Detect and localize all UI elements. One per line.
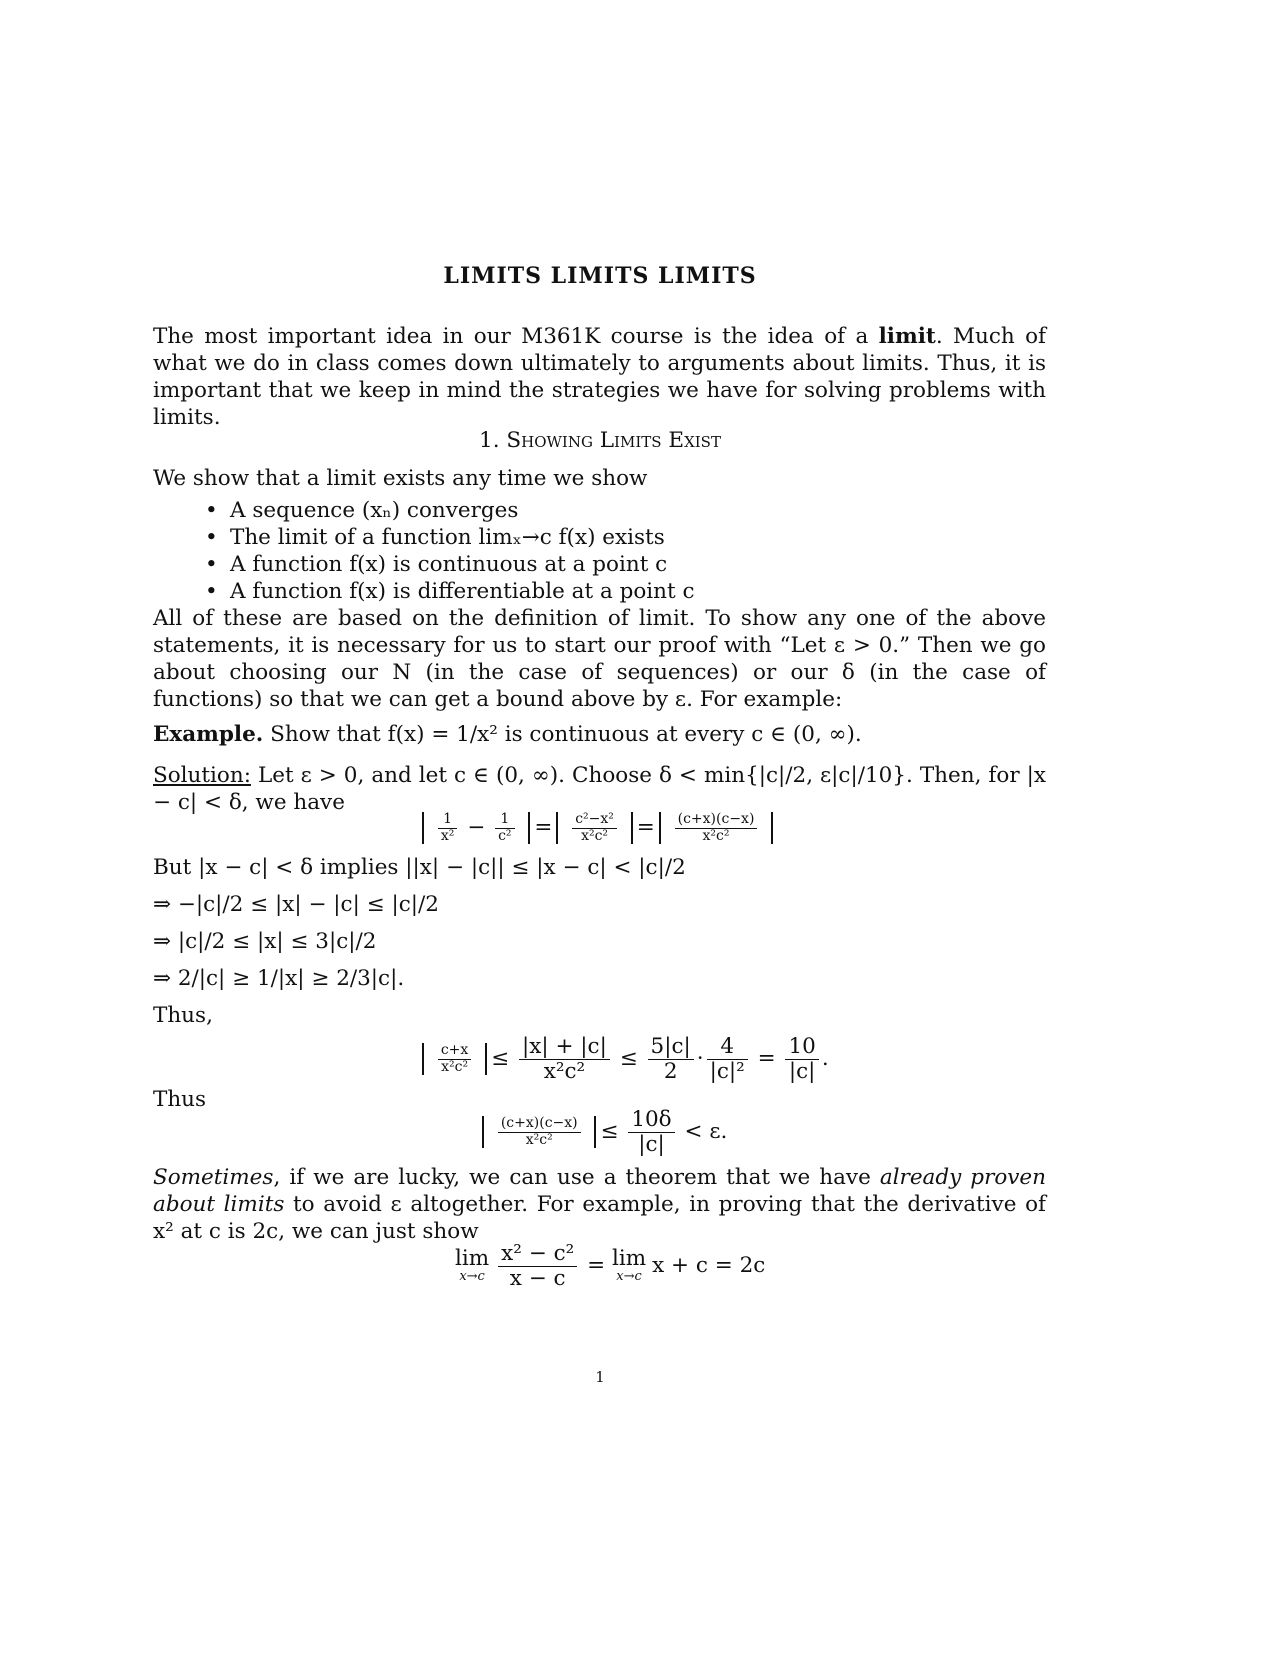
- intro-paragraph: The most important idea in our M361K course is the idea of a limit. Much of what we do in class comes down ultimately to arguments about limits. Thus, it is important that we keep in mind the strategies we have for solving problems with limits.: [153, 324, 1046, 430]
- implication-line: ⇒ |c|/2 ≤ |x| ≤ 3|c|/2: [153, 929, 377, 954]
- solution-label: Solution:: [153, 763, 251, 788]
- page-number: 1: [595, 1368, 605, 1386]
- implication-line: ⇒ −|c|/2 ≤ |x| − |c| ≤ |c|/2: [153, 892, 439, 917]
- section-heading: 1. Showing Limits Exist: [479, 428, 721, 453]
- implication-line: ⇒ 2/|c| ≥ 1/|x| ≥ 2/3|c|.: [153, 966, 405, 991]
- list-item: • The limit of a function limₓ→c f(x) exists: [205, 524, 695, 551]
- definition-paragraph: All of these are based on the definition of limit. To show any one of the above statements, it is necessary for us to start our proof with “Let ε > 0.” Then we go about choosing our N (in the case of sequences) or our δ (in the case of functions) so that we can get a bound above by ε. For example:: [153, 606, 1046, 712]
- page-title: LIMITS LIMITS LIMITS: [443, 263, 757, 289]
- limit-term: limit: [878, 324, 936, 349]
- example-label: Example.: [153, 722, 264, 747]
- thus-label: Thus,: [153, 1003, 213, 1028]
- list-item: • A sequence (xₙ) converges: [205, 497, 695, 524]
- equation-1: $\frac{1}{\text{x²}}$ − $\frac{1}{\text{c²}}$ = $\frac{\text{c²−x²}}{\text{x²c²}}$ = $\frac{(c+x)(c-x)}{\text{x²c²}}$: [418, 812, 777, 844]
- lead-sentence: We show that a limit exists any time we show: [153, 466, 648, 491]
- sometimes-paragraph: Sometimes, if we are lucky, we can use a theorem that we have already proven about limits to avoid ε altogether. For example, in proving that the derivative of x² at c is 2c, we can just show: [153, 1165, 1047, 1244]
- equation-2: $\frac{c+x}{\text{x²c²}}$ ≤ $\frac{|x| + |c|}{\text{x²c²}}$ ≤ $\frac{5|c|}{2}$ · $\frac{4}{\text{|c|²}}$ = $\frac{10}{|c|}$ .: [418, 1035, 829, 1083]
- equation-3: $\frac{(c+x)(c-x)}{\text{x²c²}}$ ≤ $\frac{10\delta}{|c|}$ < ε.: [478, 1108, 727, 1156]
- list-item: • A function f(x) is continuous at a point c: [205, 551, 695, 578]
- implication-intro: But |x − c| < δ implies ||x| − |c|| ≤ |x − c| < |c|/2: [153, 855, 686, 880]
- thus-label: Thus: [153, 1087, 207, 1112]
- equation-4: lim x→c $\frac{\text{x² − c²}}{x - c}$ = lim x→c x + c = 2c: [455, 1241, 766, 1291]
- solution-paragraph: Solution: Let ε > 0, and let c ∈ (0, ∞). Choose δ < min{|c|/2, ε|c|/10}. Then, for |x − c| < δ, we have: [153, 763, 1046, 815]
- example-statement: Example. Show that f(x) = 1/x² is continuous at every c ∈ (0, ∞).: [153, 722, 862, 747]
- bullet-list: [205, 497, 695, 605]
- list-item: • A function f(x) is differentiable at a point c: [205, 578, 695, 605]
